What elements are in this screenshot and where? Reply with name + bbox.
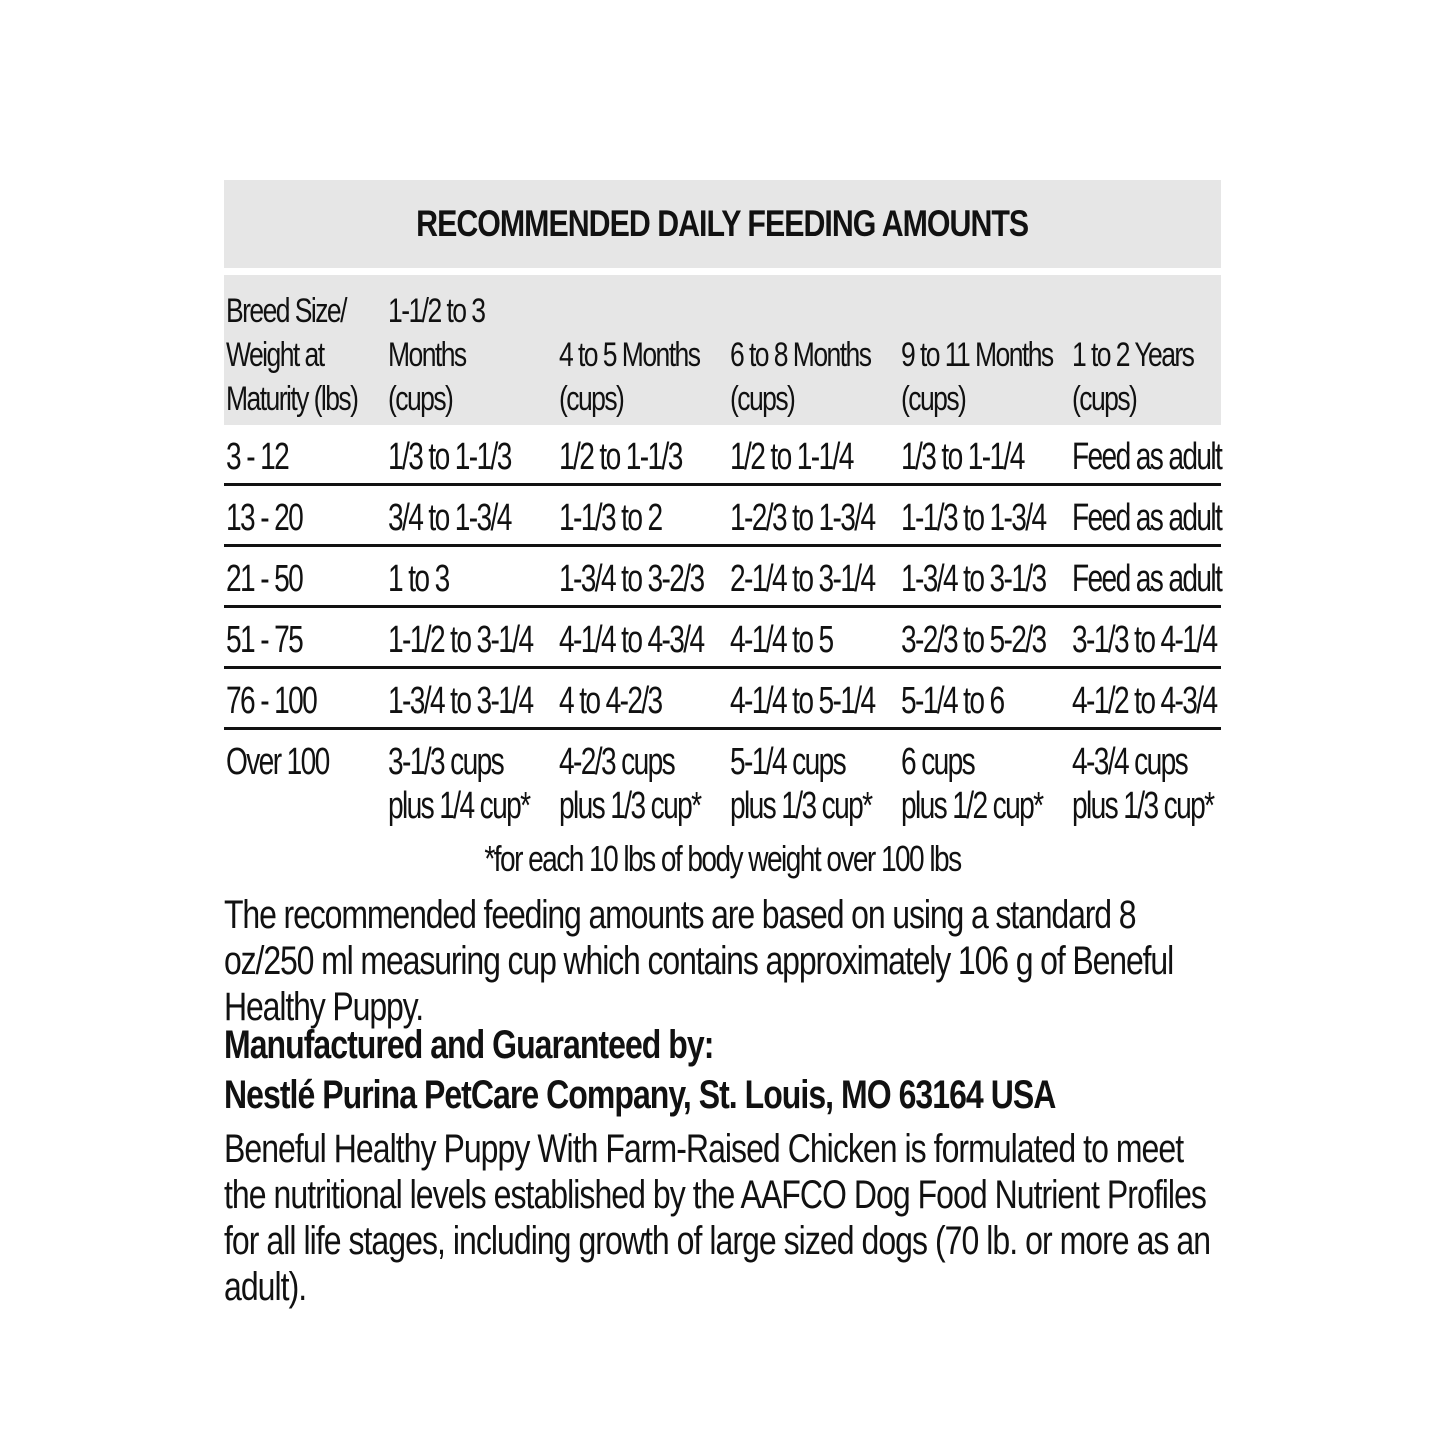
table-cell: 3-2/3 to 5-2/3 bbox=[901, 619, 1046, 661]
manufacturer-heading: Manufactured and Guaranteed by: bbox=[224, 1023, 714, 1067]
table-row bbox=[224, 730, 1221, 830]
table-cell: 1/3 to 1-1/4 bbox=[901, 436, 1024, 478]
table-cell: 13 - 20 bbox=[226, 497, 303, 539]
table-cell: 3/4 to 1-3/4 bbox=[388, 497, 511, 539]
table-cell: 1/3 to 1-1/3 bbox=[388, 436, 511, 478]
table-cell: 1 to 3 bbox=[388, 558, 449, 600]
table-row bbox=[224, 486, 1221, 547]
table-cell: 4-1/2 to 4-3/4 bbox=[1072, 680, 1217, 722]
table-cell: 2-1/4 to 3-1/4 bbox=[730, 558, 875, 600]
table-cell: 4-1/4 to 5-1/4 bbox=[730, 680, 875, 722]
table-cell: 4 to 4-2/3 bbox=[559, 680, 662, 722]
table-row bbox=[224, 608, 1221, 669]
table-cell: 4-1/4 to 5 bbox=[730, 619, 833, 661]
table-row bbox=[224, 669, 1221, 730]
table-row bbox=[224, 425, 1221, 486]
chart-title: RECOMMENDED DAILY FEEDING AMOUNTS bbox=[416, 203, 1029, 244]
table-header-row bbox=[224, 275, 1221, 425]
table-cell: Feed as adult bbox=[1072, 497, 1222, 539]
table-cell: 1-1/3 to 1-3/4 bbox=[901, 497, 1046, 539]
feeding-chart bbox=[224, 180, 1221, 1030]
table-cell: 3-1/3 to 4-1/4 bbox=[1072, 619, 1217, 661]
table-body bbox=[224, 425, 1221, 830]
header-breed-size: Breed Size/ Weight at Maturity (lbs) bbox=[226, 292, 358, 418]
table-cell: 3 - 12 bbox=[226, 436, 289, 478]
table-footnote: *for each 10 lbs of body weight over 100 lbs bbox=[484, 838, 961, 879]
table-cell: 4-2/3 cups plus 1/3 cup* bbox=[559, 741, 701, 827]
table-cell: Feed as adult bbox=[1072, 558, 1222, 600]
table-cell: 1-3/4 to 3-1/3 bbox=[901, 558, 1046, 600]
table-cell: 51 - 75 bbox=[226, 619, 303, 661]
table-cell: 1/2 to 1-1/4 bbox=[730, 436, 853, 478]
table-cell: 1-3/4 to 3-2/3 bbox=[559, 558, 704, 600]
table-cell: 1-1/3 to 2 bbox=[559, 497, 662, 539]
table-cell: 21 - 50 bbox=[226, 558, 303, 600]
header-9-to-11-months: 9 to 11 Months (cups) bbox=[901, 336, 1053, 418]
table-cell: 3-1/3 cups plus 1/4 cup* bbox=[388, 741, 530, 827]
aafco-statement: Beneful Healthy Puppy With Farm-Raised Chicken is formulated to meet the nutritional levels established by the AAFCO Dog Food Nutrient Profiles for all life stages, including growth of large sized dogs (70 lb. or more as an adult). bbox=[224, 1127, 1211, 1309]
table-cell: 5-1/4 cups plus 1/3 cup* bbox=[730, 741, 872, 827]
manufacturer-block bbox=[224, 1020, 1224, 1120]
table-cell: 1/2 to 1-1/3 bbox=[559, 436, 682, 478]
header-1-to-2-years: 1 to 2 Years (cups) bbox=[1072, 336, 1194, 418]
measuring-cup-note: The recommended feeding amounts are based on using a standard 8 oz/250 ml measuring cup which contains approximately 106 g of Beneful Healthy Puppy. bbox=[224, 893, 1174, 1029]
table-cell: 4-1/4 to 4-3/4 bbox=[559, 619, 704, 661]
manufacturer-company: Nestlé Purina PetCare Company, St. Louis, MO 63164 USA bbox=[224, 1073, 1056, 1117]
table-cell: 76 - 100 bbox=[226, 680, 317, 722]
table-cell: Feed as adult bbox=[1072, 436, 1222, 478]
table-cell: 1-1/2 to 3-1/4 bbox=[388, 619, 533, 661]
table-cell: 1-3/4 to 3-1/4 bbox=[388, 680, 533, 722]
title-bar bbox=[224, 180, 1221, 268]
table-cell: 4-3/4 cups plus 1/3 cup* bbox=[1072, 741, 1214, 827]
table-cell: 1-2/3 to 1-3/4 bbox=[730, 497, 875, 539]
table-cell: 5-1/4 to 6 bbox=[901, 680, 1004, 722]
header-4-to-5-months: 4 to 5 Months (cups) bbox=[559, 336, 700, 418]
table-cell: 6 cups plus 1/2 cup* bbox=[901, 741, 1043, 827]
table-cell: Over 100 bbox=[226, 741, 329, 783]
header-6-to-8-months: 6 to 8 Months (cups) bbox=[730, 336, 871, 418]
header-1-5-to-3-months: 1-1/2 to 3 Months (cups) bbox=[388, 292, 485, 418]
table-row bbox=[224, 547, 1221, 608]
